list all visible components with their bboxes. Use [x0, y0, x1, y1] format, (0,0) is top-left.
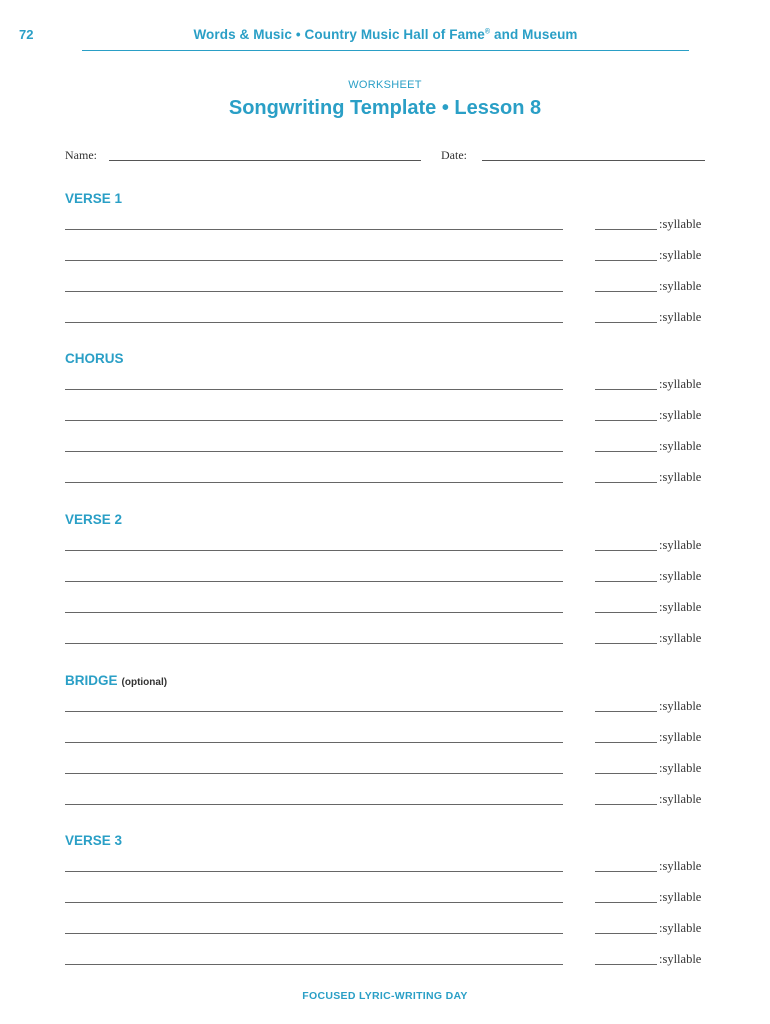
lyric-row[interactable] [65, 794, 705, 810]
syllable-count-blank[interactable] [595, 742, 657, 743]
syllable-label: :syllable [659, 921, 702, 935]
syllable-count-blank[interactable] [595, 322, 657, 323]
section-title [65, 512, 122, 527]
date-label: Date: [441, 148, 467, 162]
lyric-row[interactable] [65, 472, 705, 488]
syllable-label: :syllable [659, 792, 702, 806]
syllable-count-blank[interactable] [595, 581, 657, 582]
section-title-text: VERSE 3 [65, 833, 123, 848]
lyric-row[interactable] [65, 923, 705, 939]
syllable-label: :syllable [659, 730, 702, 744]
syllable-count-blank[interactable] [595, 871, 657, 872]
syllable-count-blank[interactable] [595, 643, 657, 644]
worksheet-label: WORKSHEET [348, 79, 422, 91]
section-title [65, 191, 122, 206]
syllable-label: :syllable [659, 217, 702, 231]
lyric-row[interactable] [65, 410, 705, 426]
syllable-label: :syllable [659, 377, 702, 391]
syllable-count-blank[interactable] [595, 902, 657, 903]
syllable-count-blank[interactable] [595, 711, 657, 712]
syllable-label: :syllable [659, 761, 702, 775]
worksheet-title: Songwriting Template • Lesson 8 [228, 97, 542, 119]
lyric-line[interactable] [65, 420, 563, 421]
lyric-line[interactable] [65, 742, 563, 743]
lyric-line[interactable] [65, 451, 563, 452]
syllable-label: :syllable [659, 699, 702, 713]
syllable-count-blank[interactable] [595, 389, 657, 390]
syllable-label: :syllable [659, 310, 702, 324]
lyric-line[interactable] [65, 643, 563, 644]
lyric-row[interactable] [65, 701, 705, 717]
syllable-label: :syllable [659, 538, 702, 552]
syllable-count-blank[interactable] [595, 260, 657, 261]
syllable-label: :syllable [659, 600, 702, 614]
lyric-row[interactable] [65, 763, 705, 779]
section-title-text: VERSE 1 [65, 191, 123, 206]
date-blank-line[interactable] [482, 160, 705, 161]
lyric-line[interactable] [65, 482, 563, 483]
registered-mark: ® [484, 28, 491, 36]
syllable-label: :syllable [659, 859, 702, 873]
lyric-line[interactable] [65, 773, 563, 774]
lyric-row[interactable] [65, 540, 705, 556]
syllable-label: :syllable [659, 279, 702, 293]
syllable-count-blank[interactable] [595, 291, 657, 292]
lyric-row[interactable] [65, 441, 705, 457]
section-title [65, 673, 167, 688]
lyric-row[interactable] [65, 892, 705, 908]
lyric-line[interactable] [65, 291, 563, 292]
lyric-line[interactable] [65, 229, 563, 230]
syllable-count-blank[interactable] [595, 229, 657, 230]
name-label: Name: [65, 148, 97, 162]
syllable-count-blank[interactable] [595, 773, 657, 774]
footer-label: FOCUSED LYRIC-WRITING DAY [302, 990, 468, 1002]
section-note: (optional) [121, 677, 168, 688]
lyric-row[interactable] [65, 954, 705, 970]
page-number: 72 [19, 27, 34, 42]
lyric-row[interactable] [65, 281, 705, 297]
syllable-label: :syllable [659, 569, 702, 583]
header-rule [82, 50, 689, 51]
name-blank-line[interactable] [109, 160, 421, 161]
syllable-count-blank[interactable] [595, 420, 657, 421]
section-title [65, 351, 124, 366]
section-title-text: CHORUS [65, 351, 124, 366]
lyric-line[interactable] [65, 389, 563, 390]
syllable-label: :syllable [659, 408, 702, 422]
running-head [82, 27, 689, 42]
lyric-row[interactable] [65, 379, 705, 395]
syllable-label: :syllable [659, 890, 702, 904]
lyric-line[interactable] [65, 260, 563, 261]
lyric-row[interactable] [65, 571, 705, 587]
lyric-line[interactable] [65, 322, 563, 323]
section-title-text: VERSE 2 [65, 512, 123, 527]
lyric-line[interactable] [65, 711, 563, 712]
lyric-line[interactable] [65, 871, 563, 872]
syllable-count-blank[interactable] [595, 933, 657, 934]
syllable-count-blank[interactable] [595, 804, 657, 805]
syllable-label: :syllable [659, 248, 702, 262]
syllable-count-blank[interactable] [595, 612, 657, 613]
syllable-count-blank[interactable] [595, 550, 657, 551]
lyric-row[interactable] [65, 312, 705, 328]
lyric-row[interactable] [65, 732, 705, 748]
section-title [65, 833, 122, 848]
lyric-line[interactable] [65, 933, 563, 934]
syllable-label: :syllable [659, 439, 702, 453]
lyric-line[interactable] [65, 804, 563, 805]
lyric-row[interactable] [65, 219, 705, 235]
lyric-row[interactable] [65, 602, 705, 618]
date-field[interactable] [441, 148, 705, 164]
section-title-text: BRIDGE [65, 673, 118, 688]
lyric-row[interactable] [65, 633, 705, 649]
syllable-label: :syllable [659, 631, 702, 645]
syllable-count-blank[interactable] [595, 451, 657, 452]
syllable-label: :syllable [659, 470, 702, 484]
syllable-label: :syllable [659, 952, 702, 966]
lyric-line[interactable] [65, 964, 563, 965]
lyric-line[interactable] [65, 612, 563, 613]
lyric-line[interactable] [65, 581, 563, 582]
lyric-line[interactable] [65, 550, 563, 551]
lyric-row[interactable] [65, 861, 705, 877]
running-head-suffix: and Museum [490, 27, 578, 42]
syllable-count-blank[interactable] [595, 482, 657, 483]
lyric-row[interactable] [65, 250, 705, 266]
name-field[interactable] [65, 148, 421, 164]
running-head-text: Words & Music • Country Music Hall of Fame [193, 27, 485, 42]
lyric-line[interactable] [65, 902, 563, 903]
syllable-count-blank[interactable] [595, 964, 657, 965]
